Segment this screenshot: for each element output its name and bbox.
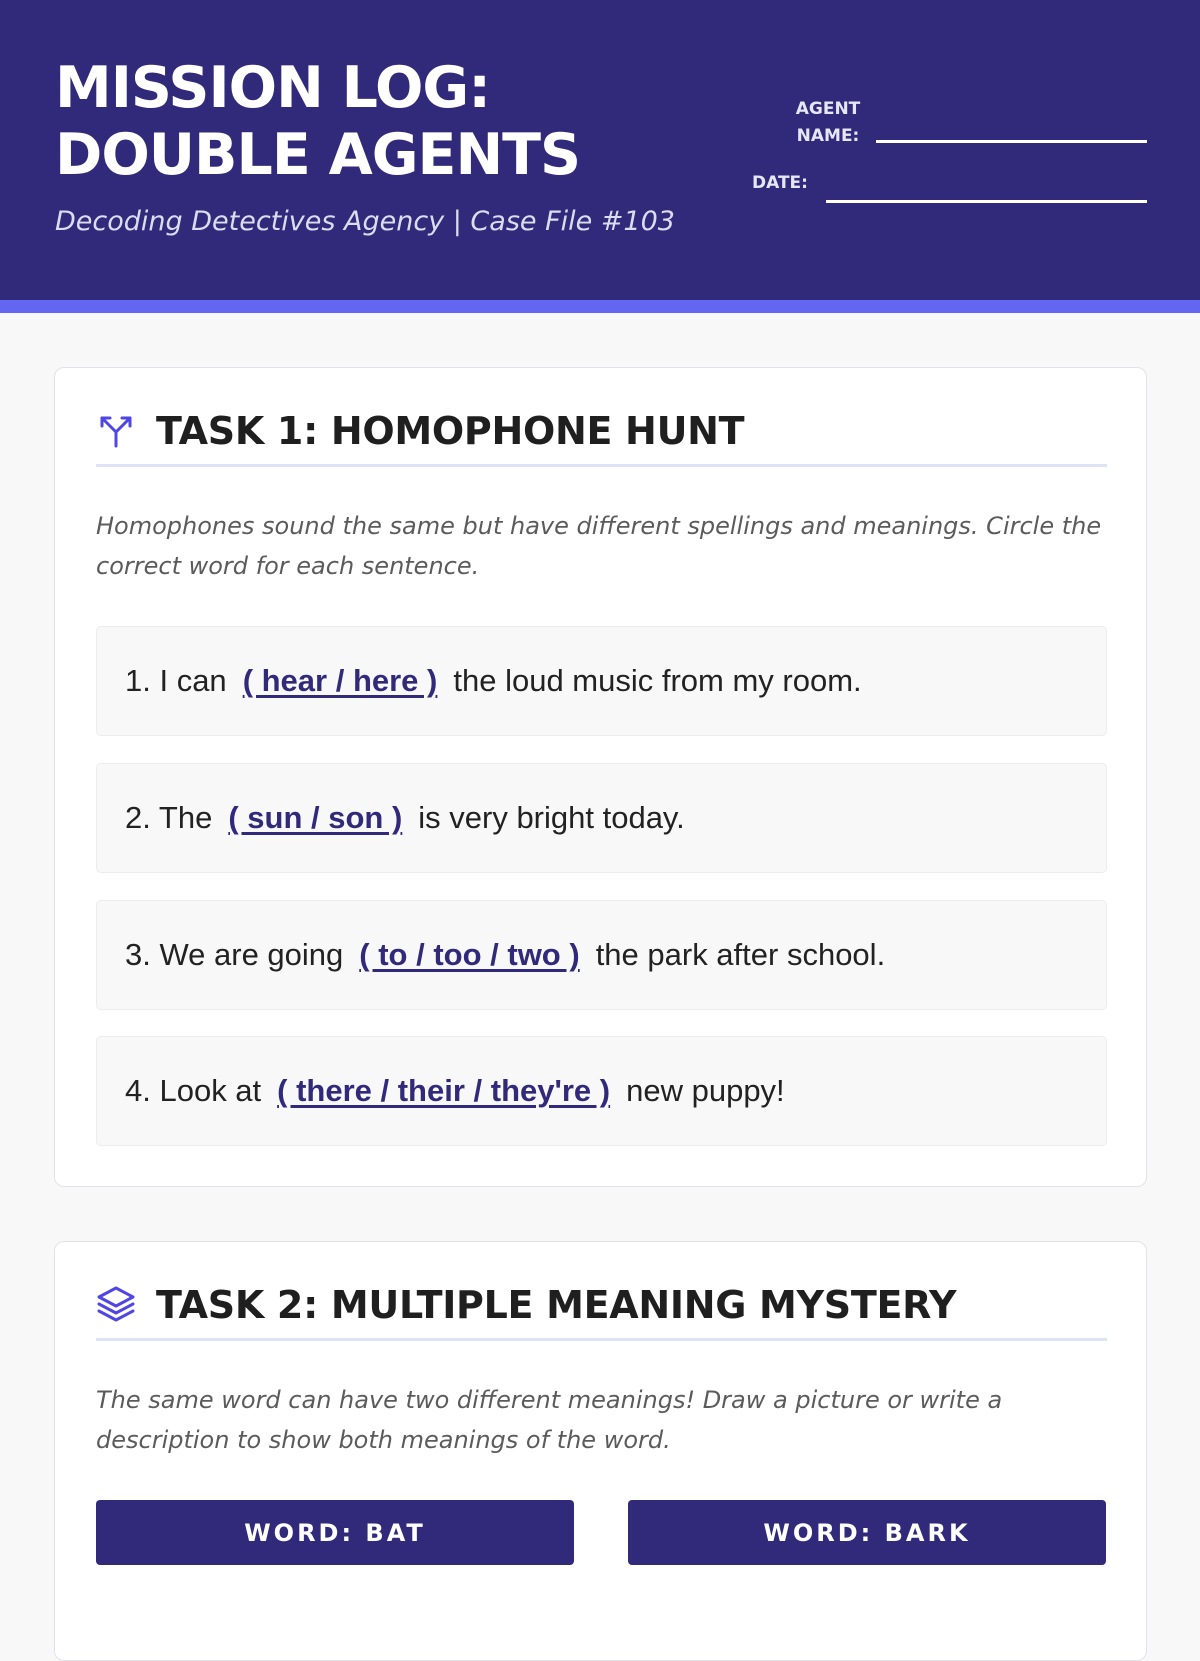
task1-header [96, 410, 1107, 467]
page-title-line-1: MISSION LOG: [55, 55, 491, 121]
layers-icon [96, 1284, 136, 1324]
question-row [96, 900, 1107, 1010]
word-heading-bat: WORD: BAT [96, 1500, 574, 1565]
question-text-before: 2. The [125, 800, 213, 835]
date-label: DATE: [752, 173, 808, 193]
task2-header [96, 1284, 1107, 1341]
task1-card [54, 367, 1147, 1187]
agent-name-field[interactable] [876, 140, 1147, 143]
agent-name-label [778, 96, 878, 150]
date-field[interactable] [826, 200, 1147, 203]
page-subtitle: Decoding Detectives Agency | Case File #103 [55, 206, 675, 237]
question-text-after: is very bright today. [418, 800, 685, 835]
worksheet-header [0, 0, 1200, 300]
task2-instructions: The same word can have two different meanings! Draw a picture or write a description to show both meanings of the word. [96, 1386, 1003, 1454]
task2-title: TASK 2: MULTIPLE MEANING MYSTERY [156, 1283, 957, 1327]
task1-title: TASK 1: HOMOPHONE HUNT [156, 409, 745, 453]
page-title-line-2: DOUBLE AGENTS [55, 122, 581, 188]
header-accent-stripe [0, 300, 1200, 313]
word-choice[interactable]: ( hear / here ) [242, 663, 438, 698]
word-choice[interactable]: ( sun / son ) [228, 800, 403, 835]
word-choice[interactable]: ( there / their / they're ) [277, 1073, 611, 1108]
question-text-after: the loud music from my room. [453, 663, 862, 698]
question-row [96, 626, 1107, 736]
word-choice[interactable]: ( to / too / two ) [359, 937, 580, 972]
question-text-before: 1. I can [125, 663, 227, 698]
question-text-before: 3. We are going [125, 937, 344, 972]
question-row [96, 763, 1107, 873]
question-text-before: 4. Look at [125, 1073, 262, 1108]
split-arrow-icon [96, 410, 136, 450]
question-text-after: the park after school. [595, 937, 886, 972]
task2-card [54, 1241, 1147, 1661]
agent-name-label-line-1: AGENT [795, 99, 861, 119]
agent-name-label-line-2: NAME: [796, 126, 860, 146]
question-row [96, 1036, 1107, 1146]
task1-instructions: Homophones sound the same but have different spellings and meanings. Circle the correct word for each sentence. [96, 512, 1102, 580]
word-heading-bark: WORD: BARK [628, 1500, 1106, 1565]
question-text-after: new puppy! [626, 1073, 785, 1108]
